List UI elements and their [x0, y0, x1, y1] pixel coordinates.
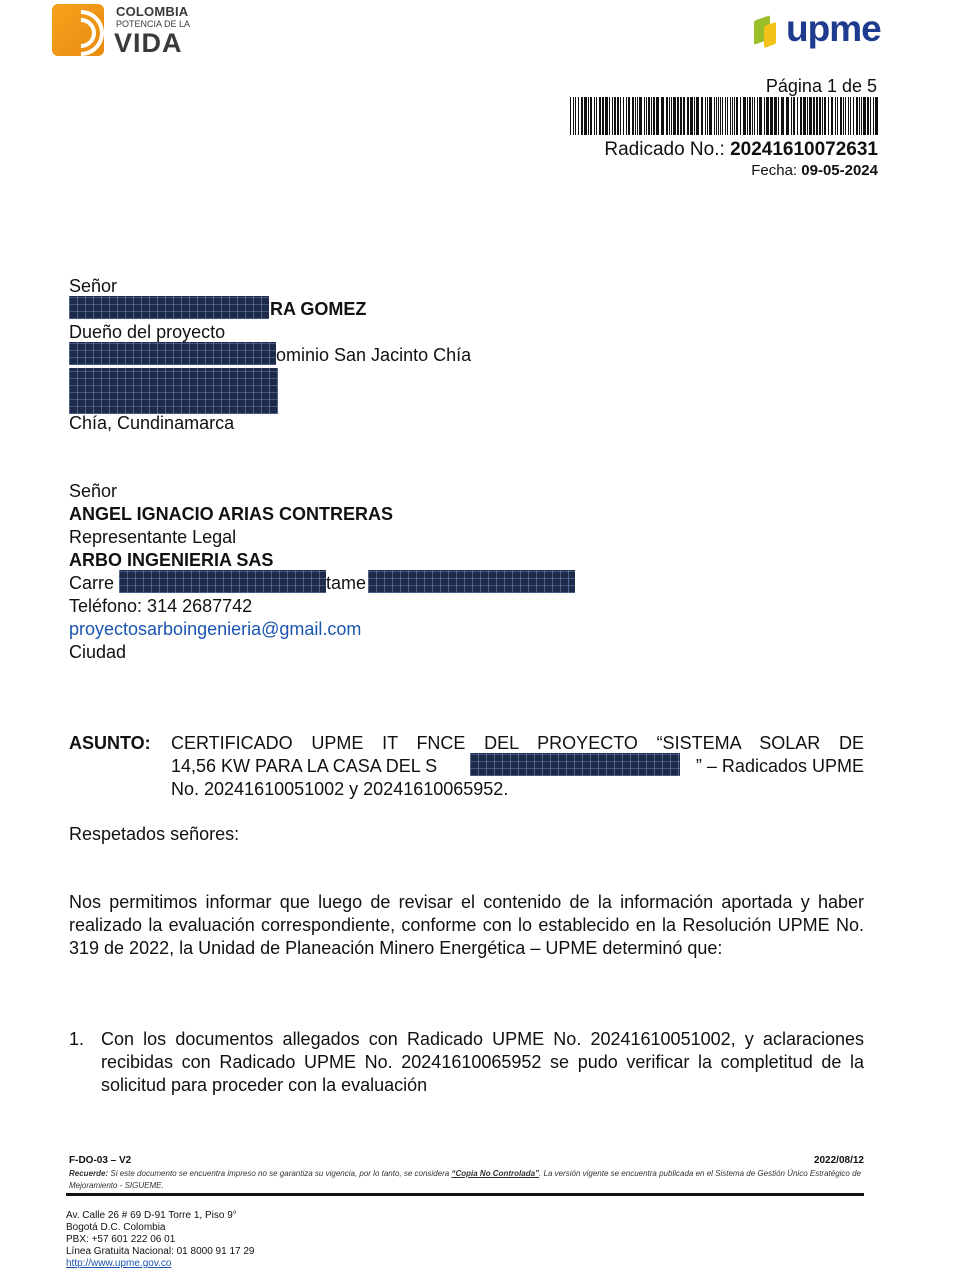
footer-note: [69, 1168, 864, 1192]
footer-address: [66, 1210, 254, 1270]
website-link[interactable]: http://www.upme.gov.co: [66, 1258, 172, 1269]
form-date: 2022/08/12: [813, 1155, 864, 1166]
redaction-block: [470, 753, 680, 776]
address-line-3: PBX: +57 601 222 06 01: [66, 1234, 176, 1245]
redaction-block: [69, 296, 269, 319]
redaction-block: [368, 570, 575, 593]
logo-line-vida: VIDA: [114, 28, 183, 58]
subject-label: ASUNTO:: [69, 733, 151, 753]
item1-text: Con los documentos allegados con Radicado UPME No. 20241610051002, y aclaraciones recibidas con Radicado UPME No. 20241610065952 se pudo verificar la completitud de la solicitud para proceder con la evaluación: [101, 1029, 864, 1095]
recipient2-role: Representante Legal: [69, 527, 237, 547]
redaction-block: [69, 368, 278, 414]
colombia-potencia-de-la-vida-logo: [52, 2, 212, 58]
greeting: Respetados señores:: [69, 824, 240, 844]
subject-line-2a: 14,56 KW PARA LA CASA DEL S: [171, 756, 438, 776]
footer-note-b: “Copia No Controlada”: [451, 1169, 540, 1178]
recipient2-email-link[interactable]: proyectosarboingenieria@gmail.com: [69, 619, 362, 639]
recipient2-name: ANGEL IGNACIO ARIAS CONTRERAS: [69, 504, 394, 524]
colombia-logo-icon: [52, 4, 104, 56]
recipient2-address-b: tame: [326, 573, 367, 593]
radicado-number: [604, 139, 878, 161]
upme-logo-text: upme: [786, 8, 881, 49]
upme-logo: [752, 8, 892, 58]
recipient2-company: ARBO INGENIERIA SAS: [69, 550, 274, 570]
address-line-2: Bogotá D.C. Colombia: [66, 1222, 166, 1233]
footer-note-label: Recuerde:: [69, 1169, 109, 1178]
subject-line-3: No. 20241610051002 y 20241610065952.: [171, 779, 509, 799]
recipient1-city: Chía, Cundinamarca: [69, 413, 235, 433]
page-number: Página 1 de 5: [765, 76, 877, 96]
radicado-value: 20241610072631: [730, 139, 878, 160]
recipient1-name: RA GOMEZ: [270, 299, 367, 319]
subject-line-2b: ” – Radicados UPME: [695, 756, 864, 776]
subject-line-1: CERTIFICADO UPME IT FNCE DEL PROYECTO “SISTEMA SOLAR DE: [171, 733, 864, 753]
radicado-label: Radicado No.:: [604, 139, 725, 160]
logo-line-colombia: COLOMBIA: [116, 4, 189, 19]
logo-line-potencia: POTENCIA DE LA: [116, 19, 191, 29]
recipient1-role: Dueño del proyecto: [69, 322, 226, 342]
recipient1-address: ominio San Jacinto Chía: [276, 345, 472, 365]
address-line-4: Línea Gratuita Nacional: 01 8000 91 17 29: [66, 1246, 255, 1257]
recipient2-city: Ciudad: [69, 642, 127, 662]
form-code: F-DO-03 – V2: [69, 1155, 132, 1166]
document-date: [751, 162, 878, 179]
recipient2-salutation: Señor: [69, 481, 118, 501]
fecha-label: Fecha:: [751, 162, 798, 179]
item1-number: 1.: [69, 1029, 85, 1049]
upme-leaf-icon-2: [764, 22, 776, 48]
redaction-block: [69, 342, 276, 365]
footer-note-c: . La versión vigente se encuentra publicada en el Sistema de Gestión Único Estratégico de Mejoramiento - SIGUEME.: [69, 1169, 861, 1190]
recipient2-phone: Teléfono: 314 2687742: [69, 596, 253, 616]
redaction-block: [119, 570, 326, 593]
footer-note-a: Si este documento se encuentra impreso no se garantiza su vigencia, por lo tanto, se considera: [110, 1169, 450, 1178]
intro-paragraph: Nos permitimos informar que luego de revisar el contenido de la información aportada y haber realizado la evaluación correspondiente, conforme con lo establecido en la Resolución UPME No. 319 de 2022, la Unidad de Planeación Minero Energética – UPME determinó que:: [69, 892, 864, 958]
barcode: [570, 97, 878, 135]
fecha-value: 09-05-2024: [801, 162, 878, 179]
recipient2-address-a: Carre: [69, 573, 115, 593]
footer-divider: [66, 1193, 864, 1196]
recipient1-salutation: Señor: [69, 276, 118, 296]
address-line-1: Av. Calle 26 # 69 D-91 Torre 1, Piso 9°: [66, 1210, 237, 1221]
